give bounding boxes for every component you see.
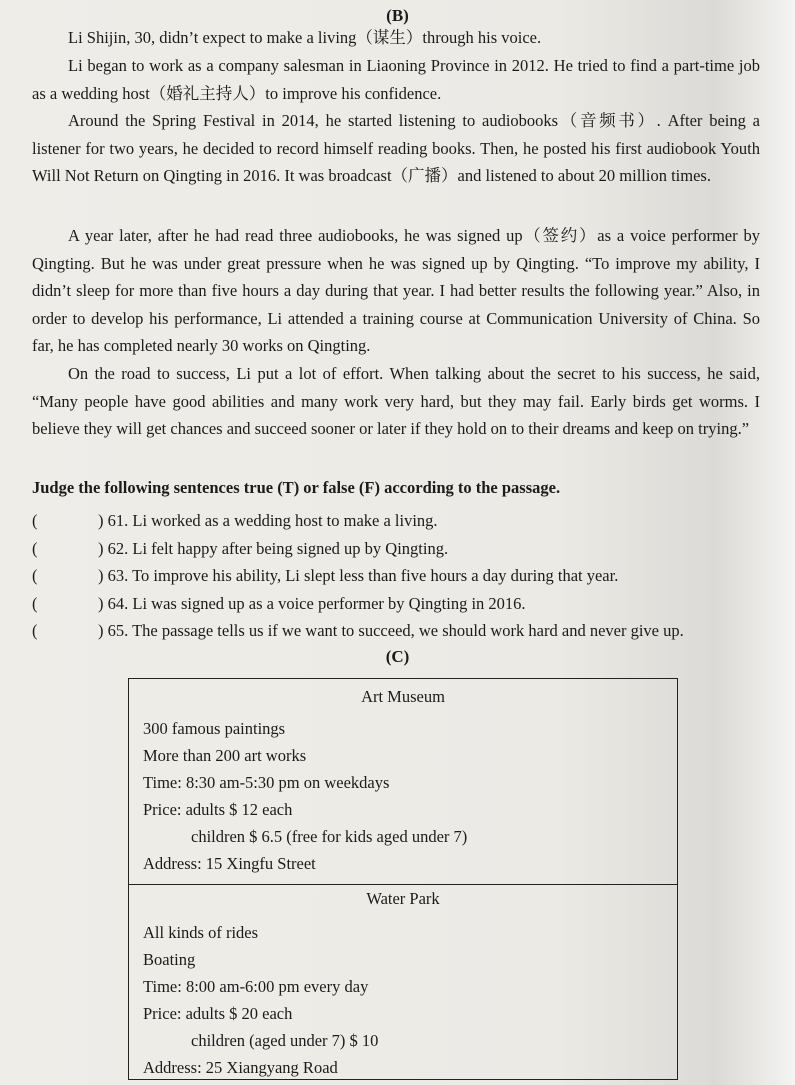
info-line: More than 200 art works [143,746,307,765]
question-64 [32,590,772,618]
question-text: ) 62. Li felt happy after being signed up by Qingting. [98,538,449,558]
info-line: All kinds of rides [143,923,259,942]
question-63 [32,562,772,590]
question-text: ) 65. The passage tells us if we want to succeed, we should work hard and never give up. [98,621,684,641]
paragraph-1: Li Shijin, 30, didn’t expect to make a living（谋生）through his voice. [68,28,542,47]
question-text: ) 63. To improve his ability, Li slept less than five hours a day during that year. [98,566,619,586]
answer-blank[interactable]: ( [32,566,38,586]
info-line: 300 famous paintings [143,719,286,738]
info-line: Boating [143,950,196,969]
question-text: ) 61. Li worked as a wedding host to make a living. [98,511,438,530]
question-62 [32,535,772,563]
info-line: children (aged under 7) $ 10 [191,1031,379,1050]
info-line: children $ 6.5 (free for kids aged under 7) [191,827,468,846]
info-line: Time: 8:30 am-5:30 pm on weekdays [143,773,390,792]
paragraph-2: Li began to work as a company salesman in Liaoning Province in 2012. He tried to find a part-time job as a wedding host（婚礼主持人）to improve his confidence. [32,56,760,103]
paragraph-4: A year later, after he had read three audiobooks, he was signed up（签约）as a voice performer by Qingting. But he was under great pressure when he was signed up by Qingting. “To improve my ability, I didn’t sleep for more than five hours a day during that year. I had better results the following year.” Also, in order to develop his performance, Li attended a training course at Communication University of China. So far, he has completed nearly 30 works on Qingting. [32,226,760,356]
answer-blank[interactable]: ( [32,511,38,530]
info-line: Address: 25 Xiangyang Road [143,1058,338,1077]
section-c-heading: (C) [385,647,410,666]
answer-blank[interactable]: ( [32,621,38,641]
question-65 [32,617,772,645]
info-line: Address: 15 Xingfu Street [143,854,316,873]
section-b-heading: (B) [386,6,409,25]
answer-blank[interactable]: ( [32,593,38,613]
question-61 [32,507,772,535]
info-line: Price: adults $ 20 each [143,1004,293,1023]
art-museum-section [129,679,677,885]
info-line: Time: 8:00 am-6:00 pm every day [143,977,369,996]
paragraph-5: On the road to success, Li put a lot of effort. When talking about the secret to his success, he said, “Many people have good abilities and many work very hard, but they may fail. Early birds get worms. I believe they will get chances and succeed sooner or later if they hold on to their dreams and keep on trying.” [32,364,760,439]
art-museum-title: Art Museum [361,687,445,706]
water-park-section [129,885,677,1081]
question-text: ) 64. Li was signed up as a voice performer by Qingting in 2016. [98,593,526,613]
answer-blank[interactable]: ( [32,538,38,558]
notice-table [128,678,678,1080]
paragraph-3: Around the Spring Festival in 2014, he started listening to audiobooks（音频书）. After being a listener for two years, he decided to record himself reading books. Then, he posted his first audiobook Youth Will Not Return on Qingting in 2016. It was broadcast（广播）and listened to about 20 million times. [32,111,760,186]
question-list [32,507,772,645]
info-line: Price: adults $ 12 each [143,800,293,819]
water-park-title: Water Park [366,889,440,908]
instruction: Judge the following sentences true (T) or false (F) according to the passage. [32,478,561,497]
